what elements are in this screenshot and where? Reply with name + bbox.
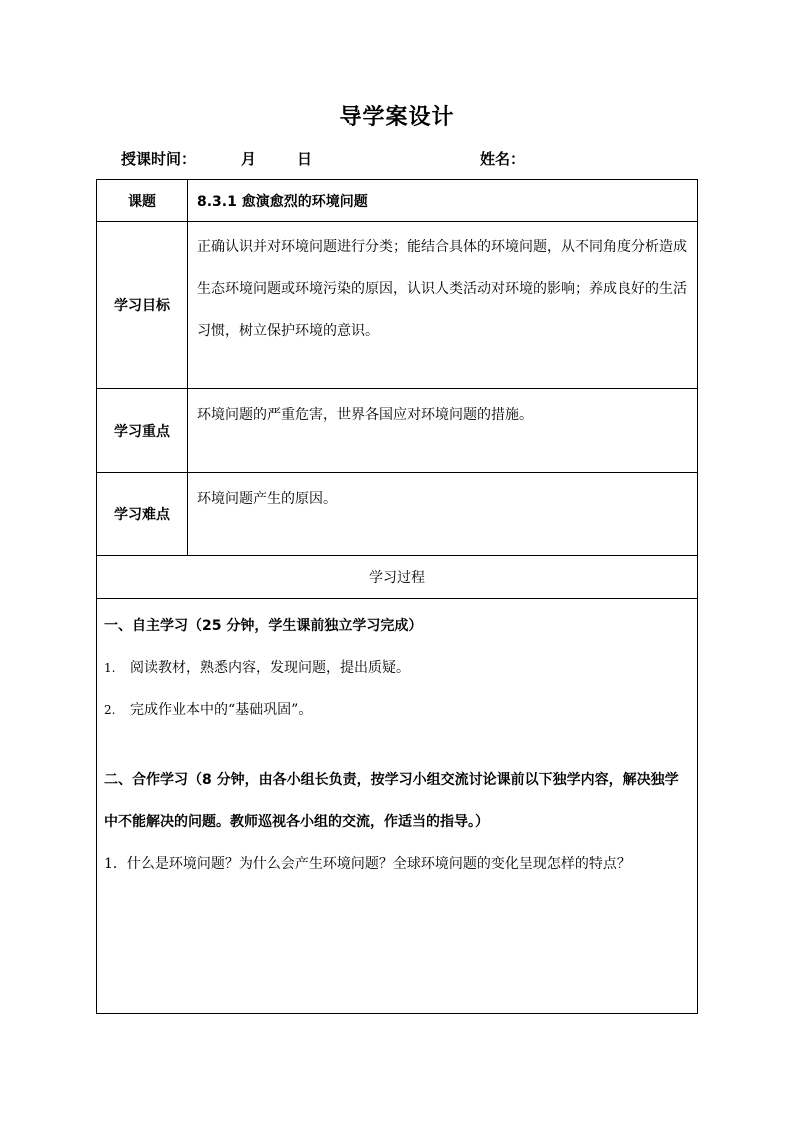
process-header: 学习过程: [97, 556, 698, 599]
key-points-row: [97, 389, 698, 473]
topic-label: 课题: [97, 180, 188, 222]
topic-row: [97, 180, 698, 222]
key-points-label: 学习重点: [97, 389, 188, 473]
month-label: 月: [241, 150, 257, 168]
section2-question: 1．什么是环境问题？为什么会产生环境问题？全球环境问题的变化呈现怎样的特点？: [104, 856, 631, 872]
key-points-text: 环境问题的严重危害，世界各国应对环境问题的措施。: [197, 407, 533, 423]
item-text: 阅读教材，熟悉内容，发现问题，提出质疑。: [130, 660, 410, 676]
page-title: 导学案设计: [339, 105, 455, 130]
section1-heading: 一、自主学习（25 分钟，学生课前独立学习完成）: [104, 618, 423, 634]
difficult-points-label: 学习难点: [97, 473, 188, 556]
section1-item: [104, 647, 689, 689]
name-label: 姓名：: [480, 150, 526, 168]
difficult-points-cell: [188, 473, 698, 556]
objectives-row: [97, 222, 698, 389]
process-body-row: [97, 599, 698, 1014]
day-label: 日: [297, 150, 313, 168]
objectives-text: [188, 222, 698, 389]
process-body: [97, 599, 698, 1014]
spacer: [104, 731, 689, 759]
process-header-row: [97, 556, 698, 599]
objectives-paragraph: 正确认识并对环境问题进行分类；能结合具体的环境问题，从不同角度分析造成生态环境问题或环境污染的原因，认识人类活动对环境的影响；养成良好的生活习惯，树立保护环境的意识。: [197, 239, 687, 339]
lesson-plan-table: [96, 179, 698, 1014]
objectives-label: 学习目标: [97, 222, 188, 389]
difficult-points-row: [97, 473, 698, 556]
section1-item: [104, 689, 689, 731]
topic-value: 8.3.1 愈演愈烈的环境问题: [188, 180, 698, 222]
item-text: 完成作业本中的“基础巩固”。: [130, 702, 313, 718]
item-number: 1.: [104, 661, 116, 675]
section2-heading: 二、合作学习（8 分钟，由各小组长负责，按学习小组交流讨论课前以下独学内容，解决独学中不能解决的问题。教师巡视各小组的交流，作适当的指导。）: [104, 772, 679, 830]
key-points-cell: [188, 389, 698, 473]
item-number: 2.: [104, 703, 116, 717]
difficult-points-text: 环境问题产生的原因。: [197, 491, 337, 507]
time-label: 授课时间：: [121, 150, 197, 168]
